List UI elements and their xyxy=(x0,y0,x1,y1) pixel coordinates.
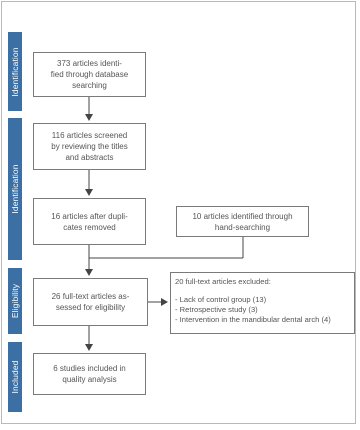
box-included-studies: 6 studies included in quality analysis xyxy=(33,353,146,395)
stage-label: Identification xyxy=(10,46,20,97)
box-after-duplicates: 16 articles after dupli- cates removed xyxy=(33,198,146,245)
excluded-item: - Intervention in the mandibular dental arch (4) xyxy=(175,315,331,324)
stage-label: Identification xyxy=(10,164,20,214)
box-hand-search: 10 articles identified through hand-searching xyxy=(176,206,309,237)
box-full-text: 26 full-text articles as- sessed for eligibility xyxy=(33,278,148,326)
stage-label: Included xyxy=(10,360,20,394)
excluded-item: - Lack of control group (13) xyxy=(175,295,267,304)
box-database-search: 373 articles identi- fied through database searching xyxy=(33,52,146,97)
box-excluded xyxy=(170,272,355,334)
stage-label: Eligibility xyxy=(10,283,20,319)
box-screened: 116 articles screened by reviewing the titles and abstracts xyxy=(33,123,146,170)
excluded-item: - Retrospective study (3) xyxy=(175,305,258,314)
excluded-title: 20 full-text articles excluded: xyxy=(175,277,271,286)
